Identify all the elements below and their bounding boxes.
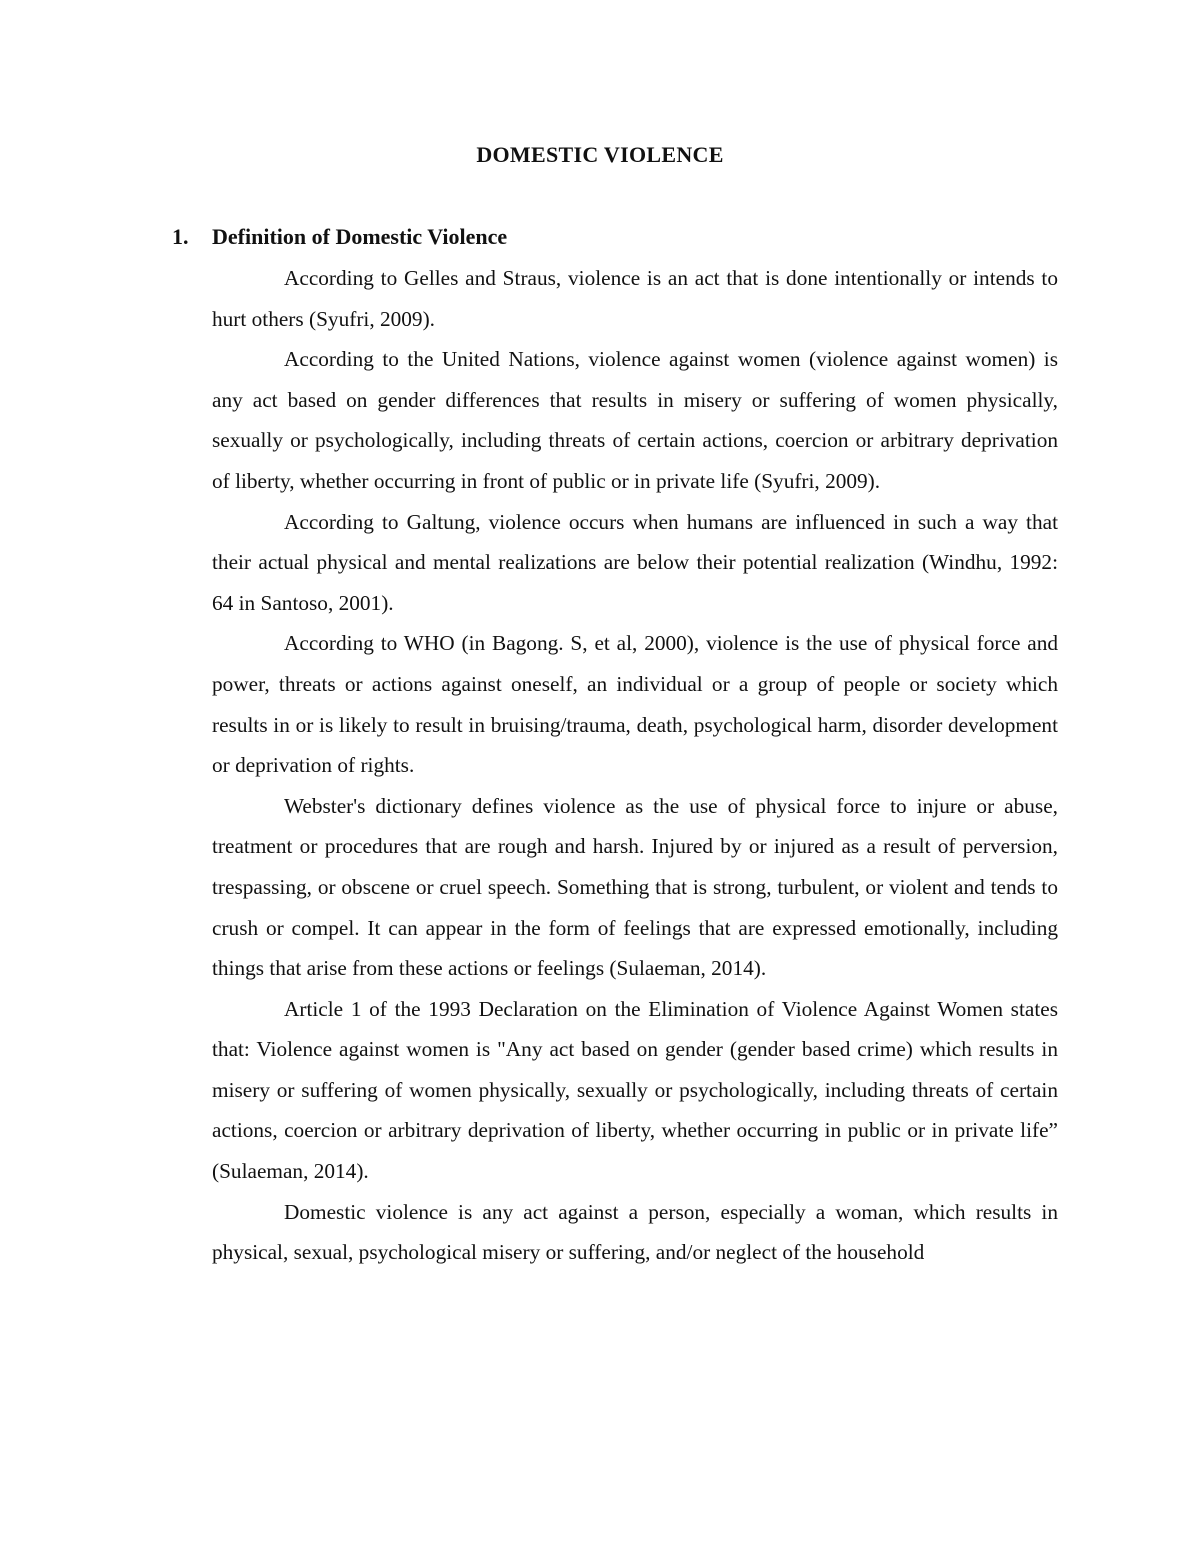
paragraph-domestic-violence: Domestic violence is any act against a person, especially a woman, which results in physical, sexual, psychological misery or suffering, and/or neglect of the household (212, 1199, 1058, 1265)
paragraph-who: According to WHO (in Bagong. S, et al, 2000), violence is the use of physical force and power, threats or actions against oneself, an individual or a group of people or society which results in or is likely to result in bruising/trauma, death, psychological harm, disorder development or deprivation of rights. (212, 631, 1058, 778)
document-body (212, 258, 1058, 1273)
section-heading-text: Definition of Domestic Violence (212, 224, 508, 249)
paragraph-declaration-article-1: Article 1 of the 1993 Declaration on the Elimination of Violence Against Women states that: Violence against women is "Any act based on gender (gender based crime) which results in misery or suffering of women physically, sexually or psychologically, including threats of certain actions, coercion or arbitrary deprivation of liberty, whether occurring in public or in private life” (Sulaeman, 2014). (212, 996, 1058, 1184)
paragraph-galtung: According to Galtung, violence occurs when humans are influenced in such a way that their actual physical and mental realizations are below their potential realization (Windhu, 1992: 64 in Santoso, 2001). (212, 509, 1058, 615)
section-number: 1. (172, 224, 189, 249)
paragraph-gelles-straus: According to Gelles and Straus, violence is an act that is done intentionally or intends to hurt others (Syufri, 2009). (212, 266, 1058, 331)
document-title: DOMESTIC VIOLENCE (476, 142, 724, 167)
paragraph-webster: Webster's dictionary defines violence as the use of physical force to injure or abuse, treatment or procedures that are rough and harsh. Injured by or injured as a result of perversion, trespassing, or obscene or cruel speech. Something that is strong, turbulent, or violent and tends to crush or compel. It can appear in the form of feelings that are expressed emotionally, including things that arise from these actions or feelings (Sulaeman, 2014). (212, 793, 1058, 981)
section-heading (172, 224, 507, 250)
paragraph-united-nations: According to the United Nations, violence against women (violence against women) is any act based on gender differences that results in misery or suffering of women physically, sexually or psychologically, including threats of certain actions, coercion or arbitrary deprivation of liberty, whether occurring in front of public or in private life (Syufri, 2009). (212, 347, 1058, 493)
